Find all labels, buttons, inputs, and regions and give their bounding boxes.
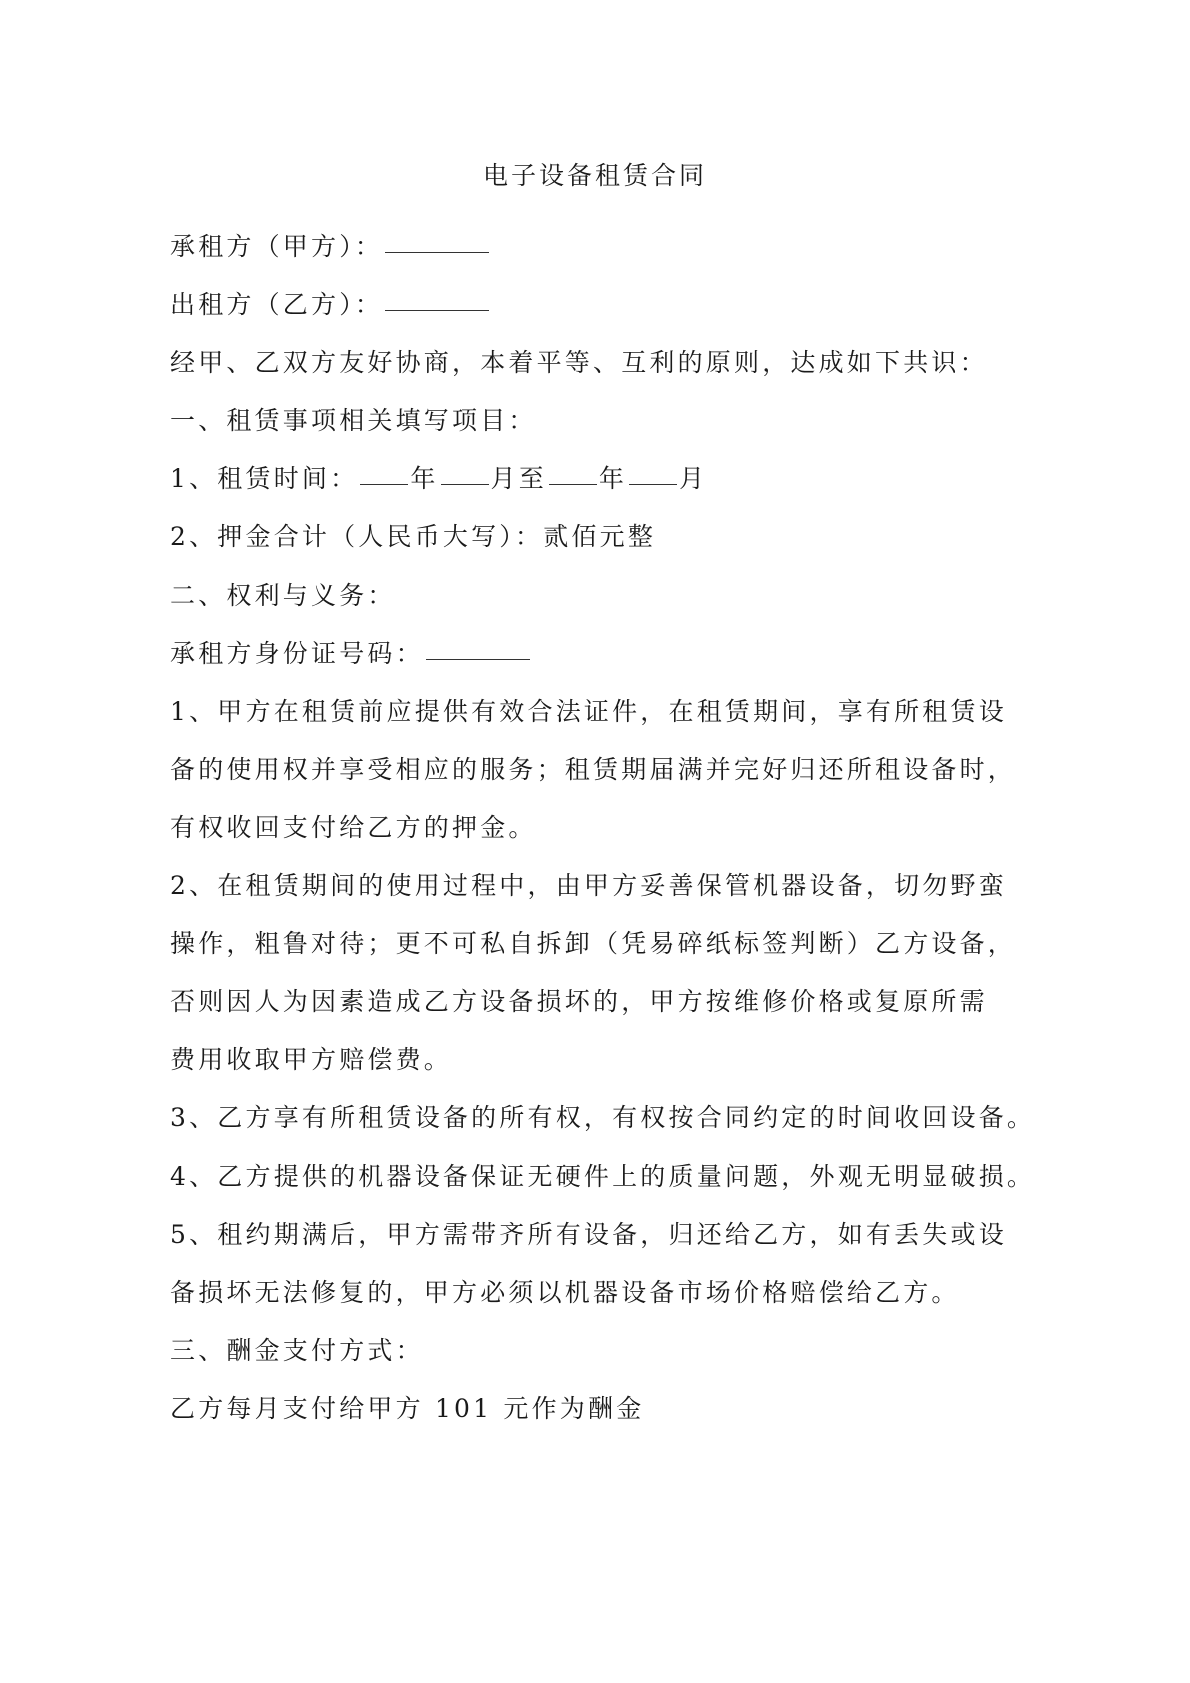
clause-1-line-2: 备的使用权并享受相应的服务；租赁期届满并完好归还所租设备时， bbox=[170, 754, 1017, 784]
payment-text: 乙方每月支付给甲方 101 元作为酬金 bbox=[170, 1393, 645, 1423]
end-year-blank-field[interactable] bbox=[549, 460, 597, 485]
document-body bbox=[170, 218, 1036, 1438]
clause-2-line-2: 操作，粗鲁对待；更不可私自拆卸（凭易碎纸标签判断）乙方设备， bbox=[170, 929, 1017, 959]
clause-1-line-3: 有权收回支付给乙方的押金。 bbox=[170, 812, 537, 842]
intro-paragraph: 经甲、乙双方友好协商，本着平等、互利的原则，达成如下共识： bbox=[170, 348, 988, 378]
clause-2-line-3: 否则因人为因素造成乙方设备损坏的，甲方按维修价格或复原所需 bbox=[170, 987, 988, 1017]
year-label: 年 bbox=[410, 464, 439, 494]
rental-period-label: 1、租赁时间： bbox=[170, 464, 359, 494]
deposit-line bbox=[170, 508, 1020, 566]
lessee-line bbox=[170, 218, 1020, 276]
deposit-value: 贰佰元整 bbox=[543, 522, 657, 552]
clause-5-line-2: 备损坏无法修复的，甲方必须以机器设备市场价格赔偿给乙方。 bbox=[170, 1277, 960, 1307]
clause-5-line-1: 5、租约期满后，甲方需带齐所有设备，归还给乙方，如有丢失或设 bbox=[170, 1219, 1007, 1249]
section2-heading: 二、权利与义务： bbox=[170, 580, 396, 610]
clause-1-line-1: 1、甲方在租赁前应提供有效合法证件，在租赁期间，享有所租赁设 bbox=[170, 696, 1007, 726]
rental-period-line bbox=[170, 450, 1020, 508]
month-label: 月 bbox=[490, 464, 519, 494]
lessee-label: 承租方（甲方）： bbox=[170, 232, 384, 261]
lessor-blank-field[interactable] bbox=[385, 286, 489, 311]
start-month-blank-field[interactable] bbox=[441, 460, 489, 485]
document-title: 电子设备租赁合同 bbox=[482, 161, 707, 190]
id-number-line bbox=[170, 625, 1020, 683]
id-number-label: 承租方身份证号码： bbox=[170, 638, 424, 668]
start-year-blank-field[interactable] bbox=[360, 460, 408, 485]
section3-heading: 三、酬金支付方式： bbox=[170, 1335, 424, 1365]
section1-heading: 一、租赁事项相关填写项目： bbox=[170, 406, 537, 436]
clause-2-line-4: 费用收取甲方赔偿费。 bbox=[170, 1045, 453, 1075]
clause-3-line-1: 3、乙方享有所租赁设备的所有权，有权按合同约定的时间收回设备。 bbox=[170, 1103, 1036, 1133]
clause-2-line-1: 2、在租赁期间的使用过程中，由甲方妥善保管机器设备，切勿野蛮 bbox=[170, 871, 1007, 901]
lessor-label: 出租方（乙方）： bbox=[170, 290, 384, 320]
end-month-blank-field[interactable] bbox=[629, 460, 677, 485]
to-label: 至 bbox=[518, 464, 547, 494]
lessor-line bbox=[170, 276, 1020, 334]
month-label: 月 bbox=[679, 464, 708, 494]
clause-4-line-1: 4、乙方提供的机器设备保证无硬件上的质量问题，外观无明显破损。 bbox=[170, 1161, 1036, 1191]
year-label: 年 bbox=[598, 464, 628, 494]
id-number-blank-field[interactable] bbox=[426, 635, 530, 660]
lessee-blank-field[interactable] bbox=[385, 228, 489, 253]
deposit-label: 2、押金合计（人民币大写）： bbox=[170, 522, 544, 552]
